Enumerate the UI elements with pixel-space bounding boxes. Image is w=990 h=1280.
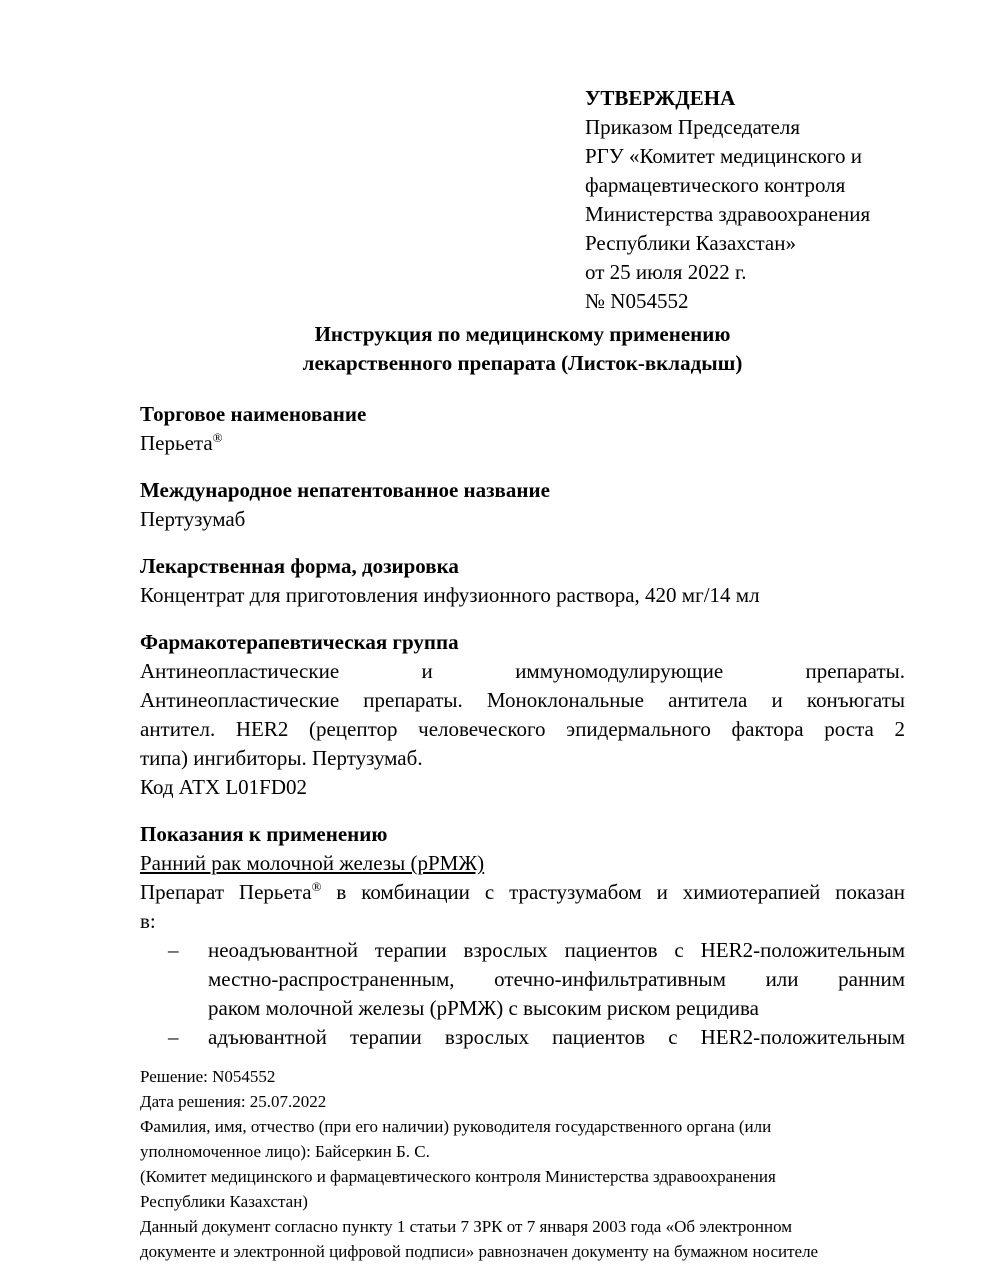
official-name-line: Фамилия, имя, отчество (при его наличии) руководителя государственного органа (или (140, 1117, 772, 1136)
indications-intro-line1 (140, 878, 905, 907)
indications-intro-text-after: в комбинации с трастузумабом и химиотерапией показан (321, 880, 906, 904)
atc-code: Код АТХ L01FD02 (140, 775, 308, 799)
inn-value: Пертузумаб (140, 507, 246, 531)
document-title (140, 320, 905, 378)
approval-line: Республики Казахстан» (585, 231, 796, 255)
inn-heading: Международное непатентованное название (140, 478, 550, 502)
decision-footer (140, 1064, 905, 1264)
registered-trademark-icon: ® (311, 879, 322, 894)
pharm-group-heading: Фармакотерапевтическая группа (140, 630, 459, 654)
indication-list-item (140, 1023, 905, 1052)
approval-line: Приказом Председателя (585, 115, 801, 139)
section-indications (140, 820, 905, 1052)
pharm-group-line: Антинеопластические препараты. Моноклональные антитела и конъюгаты (140, 688, 905, 712)
indication-item-line: адъювантной терапии взрослых пациентов с HER2-положительным (208, 1025, 905, 1049)
section-pharm-group (140, 628, 905, 802)
indication-item-line: местно-распространенным, отечно-инфильтративным или ранним (208, 967, 905, 991)
indication-item-line: неоадъювантной терапии взрослых пациентов с HER2-положительным (208, 938, 905, 962)
legal-notice-line: документе и электронной цифровой подписи» равнозначен документу на бумажном носителе (140, 1242, 819, 1261)
pharm-group-line: антител. HER2 (рецептор человеческого эпидермального фактора роста 2 (140, 717, 905, 741)
dosage-form-heading: Лекарственная форма, дозировка (140, 554, 459, 578)
registered-trademark-icon: ® (212, 430, 223, 445)
decision-number: Решение: N054552 (140, 1067, 276, 1086)
indication-list-item (140, 936, 905, 1023)
approval-stamp-title: УТВЕРЖДЕНА (585, 86, 736, 110)
pharm-group-line: Антинеопластические и иммуномодулирующие препараты. (140, 659, 905, 683)
section-dosage-form (140, 552, 905, 610)
approval-line: фармацевтического контроля (585, 173, 846, 197)
indications-subheading: Ранний рак молочной железы (рРМЖ) (140, 851, 485, 875)
approval-date-line: от 25 июля 2022 г. (585, 260, 747, 284)
decision-date: Дата решения: 25.07.2022 (140, 1092, 327, 1111)
section-trade-name (140, 400, 905, 458)
indications-intro-text: Препарат Перьета (140, 880, 312, 904)
official-name-line: уполномоченное лицо): Байсеркин Б. С. (140, 1142, 430, 1161)
list-dash-marker: – (168, 1025, 179, 1049)
list-dash-marker: – (168, 938, 179, 962)
authority-line: Республики Казахстан) (140, 1192, 308, 1211)
indications-intro-line2: в: (140, 909, 156, 933)
document-title-line1: Инструкция по медицинскому применению (314, 322, 731, 346)
authority-line: (Комитет медицинского и фармацевтического контроля Министерства здравоохранения (140, 1167, 776, 1186)
dosage-form-value: Концентрат для приготовления инфузионного раствора, 420 мг/14 мл (140, 583, 760, 607)
indication-item-line: раком молочной железы (рРМЖ) с высоким риском рецидива (208, 996, 759, 1020)
legal-notice-line: Данный документ согласно пункту 1 статьи 7 ЗРК от 7 января 2003 года «Об электронном (140, 1217, 793, 1236)
trade-name-text: Перьета (140, 431, 213, 455)
pharm-group-line: типа) ингибиторы. Пертузумаб. (140, 746, 423, 770)
approval-number-line: № N054552 (585, 289, 689, 313)
approval-line: РГУ «Комитет медицинского и (585, 144, 862, 168)
section-inn (140, 476, 905, 534)
approval-block (585, 84, 905, 316)
trade-name-value (140, 429, 905, 458)
approval-line: Министерства здравоохранения (585, 202, 871, 226)
trade-name-heading: Торговое наименование (140, 402, 367, 426)
indications-heading: Показания к применению (140, 822, 388, 846)
document-title-line2: лекарственного препарата (Листок-вкладыш) (302, 351, 743, 375)
